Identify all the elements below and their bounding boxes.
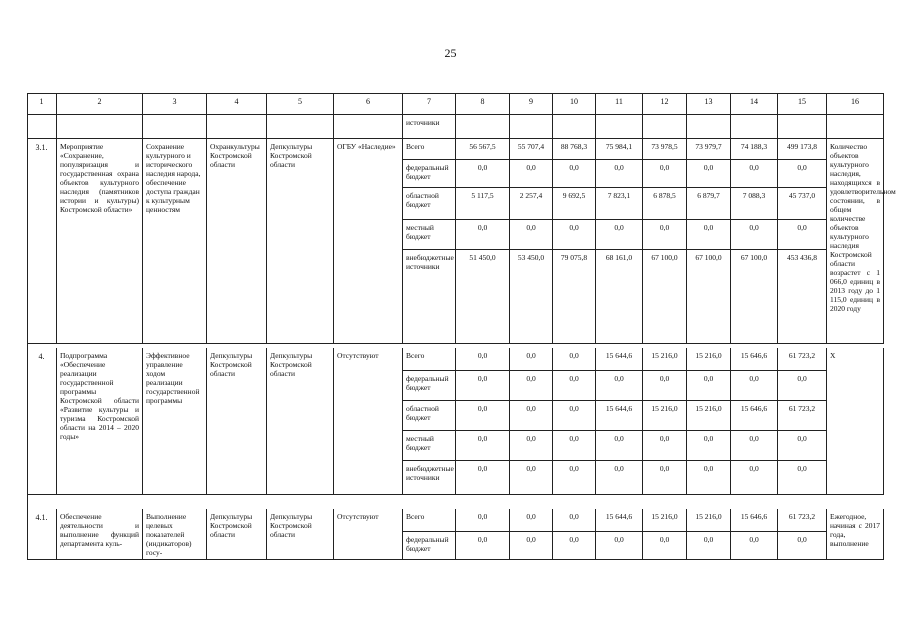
funding-value: 0,0	[687, 371, 731, 401]
funding-value: 0,0	[456, 220, 510, 250]
header-cell-4: 4	[207, 93, 267, 115]
funding-value: 15 644,6	[596, 401, 643, 431]
funding-source: Всего	[403, 348, 456, 371]
funding-value: 0,0	[510, 532, 553, 560]
funding-value: 0,0	[643, 431, 687, 461]
header-cell-14: 14	[731, 93, 778, 115]
funding-value: 0,0	[778, 532, 827, 560]
responsible-executor: Депкультуры Костромской области	[267, 348, 334, 495]
coexecutor: Депкультуры Костромской области	[207, 509, 267, 560]
funding-value: 0,0	[510, 160, 553, 188]
continuation-empty-cell	[27, 115, 57, 139]
funding-value: 0,0	[643, 371, 687, 401]
funding-value: 0,0	[510, 461, 553, 495]
funding-value: 499 173,8	[778, 139, 827, 160]
funding-value: 0,0	[456, 461, 510, 495]
funding-value: 0,0	[510, 371, 553, 401]
header-cell-5: 5	[267, 93, 334, 115]
funding-value: 7 088,3	[731, 188, 778, 220]
continuation-empty-cell	[553, 115, 596, 139]
funding-source: федеральный бюджет	[403, 532, 456, 560]
funding-value: 0,0	[778, 220, 827, 250]
funding-value: 0,0	[456, 532, 510, 560]
continuation-empty-cell	[334, 115, 403, 139]
funding-value: 0,0	[596, 532, 643, 560]
responsible-executor: Депкультуры Костромской области	[267, 139, 334, 344]
funding-value: 75 984,1	[596, 139, 643, 160]
funding-value: 0,0	[643, 160, 687, 188]
funding-value: 0,0	[456, 401, 510, 431]
header-cell-8: 8	[456, 93, 510, 115]
funding-value: 0,0	[553, 348, 596, 371]
responsible-executor: Депкультуры Костромской области	[267, 509, 334, 560]
row-number: 4.	[27, 348, 57, 495]
funding-value: 53 450,0	[510, 250, 553, 344]
funding-source: внебюджетные источники	[403, 461, 456, 495]
continuation-empty-cell	[687, 115, 731, 139]
continuation-source-cell: источники	[403, 115, 456, 139]
funding-source: местный бюджет	[403, 431, 456, 461]
funding-value: 5 117,5	[456, 188, 510, 220]
continuation-empty-cell	[643, 115, 687, 139]
funding-value: 0,0	[596, 371, 643, 401]
activity-goal: Эффективное управление ходом реализации государственной программы	[143, 348, 207, 495]
funding-value: 0,0	[553, 532, 596, 560]
funding-value: 0,0	[778, 431, 827, 461]
activity-name: Подпрограмма «Обеспечение реализации государственной программы Костромской области «Развитие культуры и туризма Костромской области на 2014 – 2020 годы»	[57, 348, 143, 495]
funding-value: 56 567,5	[456, 139, 510, 160]
funding-value: 67 100,0	[687, 250, 731, 344]
funding-value: 0,0	[553, 160, 596, 188]
funding-value: 0,0	[687, 461, 731, 495]
funding-value: 0,0	[778, 160, 827, 188]
funding-value: 15 216,0	[687, 348, 731, 371]
funding-value: 0,0	[553, 220, 596, 250]
funding-value: 0,0	[553, 461, 596, 495]
funding-source: Всего	[403, 509, 456, 532]
continuation-empty-cell	[267, 115, 334, 139]
funding-value: 0,0	[456, 431, 510, 461]
funding-value: 0,0	[687, 431, 731, 461]
funding-value: 15 216,0	[643, 509, 687, 532]
header-cell-13: 13	[687, 93, 731, 115]
coexecutor: Охранкультуры Костромской области	[207, 139, 267, 344]
funding-value: 6 879,7	[687, 188, 731, 220]
funding-value: 9 692,5	[553, 188, 596, 220]
funding-value: 0,0	[510, 401, 553, 431]
funding-value: 0,0	[596, 461, 643, 495]
funding-value: 0,0	[510, 220, 553, 250]
funding-value: 15 216,0	[643, 401, 687, 431]
continuation-empty-cell	[731, 115, 778, 139]
funding-value: 61 723,2	[778, 348, 827, 371]
funding-value: 0,0	[687, 160, 731, 188]
funding-value: 6 878,5	[643, 188, 687, 220]
funding-value: 15 644,6	[596, 509, 643, 532]
activity-name: Мероприятие «Сохранение, популяризация и государственная охрана объектов культурного наследия (памятников истории и культуры) Костромской области»	[57, 139, 143, 344]
activity-name: Обеспечение деятельности и выполнение функций департамента куль-	[57, 509, 143, 560]
funding-value: 55 707,4	[510, 139, 553, 160]
funding-value: 15 646,6	[731, 348, 778, 371]
funding-value: 88 768,3	[553, 139, 596, 160]
funding-value: 0,0	[553, 431, 596, 461]
funding-value: 0,0	[596, 431, 643, 461]
continuation-empty-cell	[57, 115, 143, 139]
funding-value: 15 646,6	[731, 509, 778, 532]
funding-value: 0,0	[510, 431, 553, 461]
funding-value: 0,0	[731, 461, 778, 495]
funding-value: 0,0	[778, 461, 827, 495]
continuation-empty-cell	[207, 115, 267, 139]
funding-value: 15 216,0	[687, 509, 731, 532]
header-cell-7: 7	[403, 93, 456, 115]
funding-value: 15 216,0	[687, 401, 731, 431]
activity-goal: Выполнение целевых показателей (индикаторов) госу-	[143, 509, 207, 560]
funding-value: 0,0	[456, 348, 510, 371]
participant: Отсутствуют	[334, 348, 403, 495]
participant: ОГБУ «Наследие»	[334, 139, 403, 344]
funding-value: 0,0	[596, 220, 643, 250]
funding-value: 0,0	[456, 509, 510, 532]
funding-source: местный бюджет	[403, 220, 456, 250]
funding-source: федеральный бюджет	[403, 371, 456, 401]
header-cell-9: 9	[510, 93, 553, 115]
header-cell-3: 3	[143, 93, 207, 115]
participant: Отсутствуют	[334, 509, 403, 560]
funding-value: 0,0	[731, 532, 778, 560]
funding-value: 15 644,6	[596, 348, 643, 371]
funding-value: 61 723,2	[778, 401, 827, 431]
header-cell-16: 16	[827, 93, 884, 115]
funding-value: 0,0	[731, 371, 778, 401]
expected-result: Х	[827, 348, 884, 495]
funding-source: Всего	[403, 139, 456, 160]
expected-result: Ежегодное, начиная с 2017 года, выполнение	[827, 509, 884, 560]
funding-source: федеральный бюджет	[403, 160, 456, 188]
funding-value: 74 188,3	[731, 139, 778, 160]
coexecutor: Депкультуры Костромской области	[207, 348, 267, 495]
funding-value: 15 646,6	[731, 401, 778, 431]
funding-value: 0,0	[687, 220, 731, 250]
continuation-empty-cell	[778, 115, 827, 139]
funding-value: 0,0	[553, 401, 596, 431]
funding-value: 0,0	[643, 461, 687, 495]
row-number: 3.1.	[27, 139, 57, 344]
activity-goal: Сохранение культурного и исторического наследия народа, обеспечение доступа граждан к культурным ценностям	[143, 139, 207, 344]
funding-value: 0,0	[731, 431, 778, 461]
header-cell-10: 10	[553, 93, 596, 115]
funding-value: 73 978,5	[643, 139, 687, 160]
funding-value: 0,0	[553, 371, 596, 401]
funding-value: 0,0	[596, 160, 643, 188]
funding-source: внебюджетные источники	[403, 250, 456, 344]
funding-value: 45 737,0	[778, 188, 827, 220]
funding-value: 0,0	[510, 509, 553, 532]
funding-value: 0,0	[643, 220, 687, 250]
header-cell-15: 15	[778, 93, 827, 115]
funding-value: 79 075,8	[553, 250, 596, 344]
continuation-empty-cell	[456, 115, 510, 139]
funding-value: 453 436,8	[778, 250, 827, 344]
continuation-empty-cell	[827, 115, 884, 139]
funding-value: 0,0	[456, 371, 510, 401]
funding-value: 0,0	[687, 532, 731, 560]
funding-value: 67 100,0	[731, 250, 778, 344]
funding-value: 61 723,2	[778, 509, 827, 532]
header-cell-12: 12	[643, 93, 687, 115]
continuation-empty-cell	[510, 115, 553, 139]
funding-value: 0,0	[456, 160, 510, 188]
page-number: 25	[444, 46, 457, 60]
header-cell-1: 1	[27, 93, 57, 115]
funding-value: 0,0	[731, 160, 778, 188]
funding-value: 67 100,0	[643, 250, 687, 344]
funding-value: 7 823,1	[596, 188, 643, 220]
funding-value: 2 257,4	[510, 188, 553, 220]
funding-value: 0,0	[643, 532, 687, 560]
funding-value: 0,0	[510, 348, 553, 371]
funding-value: 73 979,7	[687, 139, 731, 160]
expected-result: Количество объектов культурного наследия, находящихся в удовлетворительном состоянии, в общем количестве объектов культурного наследия Костромской области возрастет с 1 066,0 единиц в 2013 году до 1 115,0 единиц в 2020 году	[827, 139, 884, 344]
row-number: 4.1.	[27, 509, 57, 560]
continuation-empty-cell	[143, 115, 207, 139]
header-cell-11: 11	[596, 93, 643, 115]
header-cell-6: 6	[334, 93, 403, 115]
funding-value: 51 450,0	[456, 250, 510, 344]
funding-value: 0,0	[731, 220, 778, 250]
funding-source: областной бюджет	[403, 401, 456, 431]
continuation-empty-cell	[596, 115, 643, 139]
funding-value: 68 161,0	[596, 250, 643, 344]
header-cell-2: 2	[57, 93, 143, 115]
funding-value: 0,0	[778, 371, 827, 401]
funding-source: областной бюджет	[403, 188, 456, 220]
funding-value: 0,0	[553, 509, 596, 532]
funding-value: 15 216,0	[643, 348, 687, 371]
